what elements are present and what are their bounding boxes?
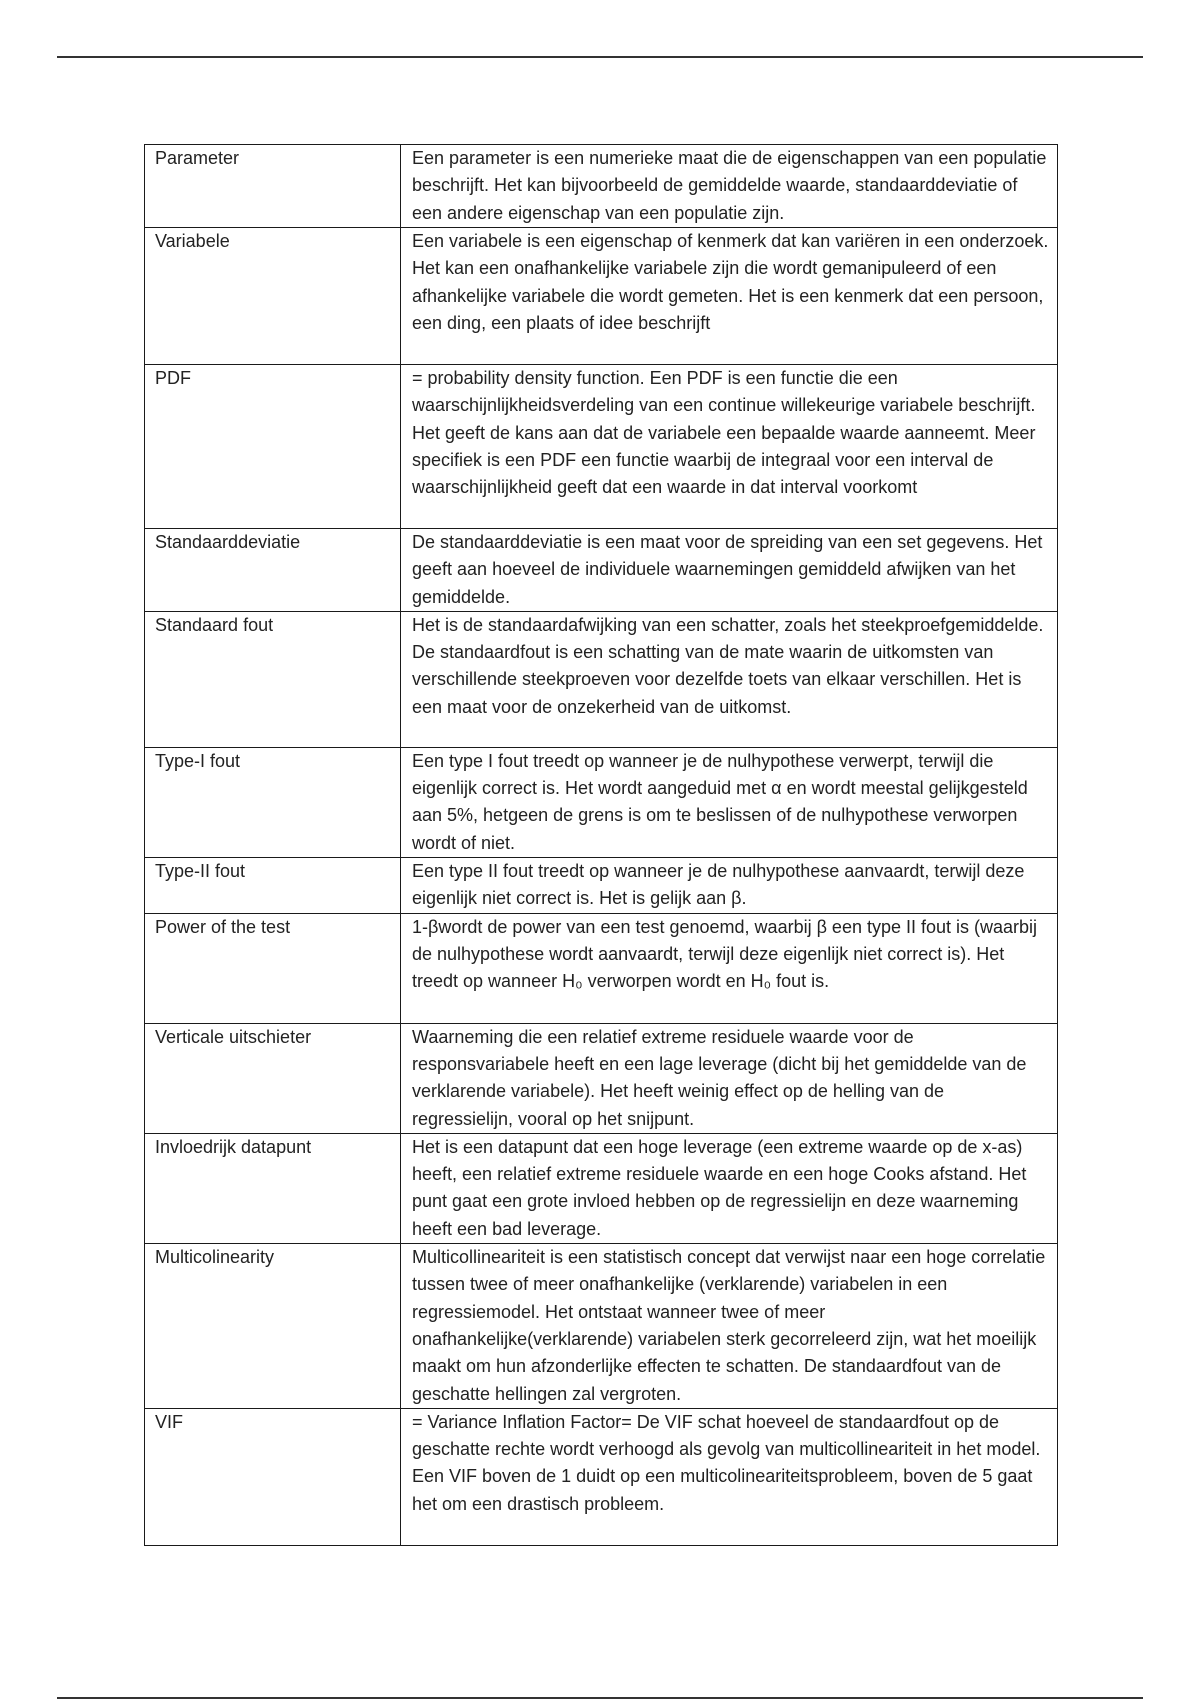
term-cell: PDF	[145, 365, 401, 529]
glossary-table	[144, 144, 1058, 1546]
term-cell: Verticale uitschieter	[145, 1023, 401, 1133]
definition-cell: = probability density function. Een PDF is een functie die een waarschijnlijkheidsverdeling van een continue willekeurige variabele beschrijft. Het geeft de kans aan dat de variabele een bepaalde waarde aanneemt. Meer specifiek is een PDF een functie waarbij de integraal voor een interval de waarschijnlijkheid geeft dat een waarde in dat interval voorkomt	[401, 365, 1058, 529]
term-cell: Standaarddeviatie	[145, 529, 401, 612]
table-row	[145, 747, 1058, 857]
term-cell: Variabele	[145, 228, 401, 365]
table-row	[145, 858, 1058, 914]
term-cell: Type-II fout	[145, 858, 401, 914]
definition-cell: Een type II fout treedt op wanneer je de nulhypothese aanvaardt, terwijl deze eigenlijk niet correct is. Het is gelijk aan β.	[401, 858, 1058, 914]
footer-rule	[57, 1697, 1143, 1699]
table-row	[145, 365, 1058, 529]
definition-cell: 1-βwordt de power van een test genoemd, waarbij β een type II fout is (waarbij de nulhypothese wordt aanvaardt, terwijl deze eigenlijk niet correct is). Het treedt op wanneer H₀ verworpen wordt en H₀ fout is.	[401, 913, 1058, 1023]
definition-cell: Een variabele is een eigenschap of kenmerk dat kan variëren in een onderzoek. Het kan een onafhankelijke variabele zijn die wordt gemanipuleerd of een afhankelijke variabele die wordt gemeten. Het is een kenmerk dat een persoon, een ding, een plaats of idee beschrijft	[401, 228, 1058, 365]
term-cell: VIF	[145, 1408, 401, 1545]
table-row	[145, 611, 1058, 747]
table-row	[145, 1133, 1058, 1243]
term-cell: Invloedrijk datapunt	[145, 1133, 401, 1243]
definition-cell: Het is een datapunt dat een hoge leverage (een extreme waarde op de x-as) heeft, een relatief extreme residuele waarde en een hoge Cooks afstand. Het punt gaat een grote invloed hebben op de regressielijn en deze waarneming heeft een bad leverage.	[401, 1133, 1058, 1243]
definition-cell: Het is de standaardafwijking van een schatter, zoals het steekproefgemiddelde. De standaardfout is een schatting van de mate waarin de uitkomsten van verschillende steekproeven voor dezelfde toets van elkaar verschillen. Het is een maat voor de onzekerheid van de uitkomst.	[401, 611, 1058, 747]
term-cell: Multicolinearity	[145, 1244, 401, 1409]
table-row	[145, 1244, 1058, 1409]
definition-cell: De standaarddeviatie is een maat voor de spreiding van een set gegevens. Het geeft aan hoeveel de individuele waarnemingen gemiddeld afwijken van het gemiddelde.	[401, 529, 1058, 612]
table-row	[145, 145, 1058, 228]
table-row	[145, 1023, 1058, 1133]
table-row	[145, 1408, 1058, 1545]
definition-cell: Een parameter is een numerieke maat die de eigenschappen van een populatie beschrijft. Het kan bijvoorbeeld de gemiddelde waarde, standaarddeviatie of een andere eigenschap van een populatie zijn.	[401, 145, 1058, 228]
definition-cell: Waarneming die een relatief extreme residuele waarde voor de responsvariabele heeft en een lage leverage (dicht bij het gemiddelde van de verklarende variabele). Het heeft weinig effect op de helling van de regressielijn, vooral op het snijpunt.	[401, 1023, 1058, 1133]
term-cell: Type-I fout	[145, 747, 401, 857]
definition-cell: Multicollineariteit is een statistisch concept dat verwijst naar een hoge correlatie tussen twee of meer onafhankelijke (verklarende) variabelen in een regressiemodel. Het ontstaat wanneer twee of meer onafhankelijke(verklarende) variabelen sterk gecorreleerd zijn, wat het moeilijk maakt om hun afzonderlijke effecten te schatten. De standaardfout van de geschatte hellingen zal vergroten.	[401, 1244, 1058, 1409]
definition-cell: Een type I fout treedt op wanneer je de nulhypothese verwerpt, terwijl die eigenlijk correct is. Het wordt aangeduid met α en wordt meestal gelijkgesteld aan 5%, hetgeen de grens is om te beslissen of de nulhypothese verworpen wordt of niet.	[401, 747, 1058, 857]
term-cell: Parameter	[145, 145, 401, 228]
term-cell: Power of the test	[145, 913, 401, 1023]
definition-cell: = Variance Inflation Factor= De VIF schat hoeveel de standaardfout op de geschatte rechte wordt verhoogd als gevolg van multicollineariteit in het model. Een VIF boven de 1 duidt op een multicolineariteitsprobleem, boven de 5 gaat het om een drastisch probleem.	[401, 1408, 1058, 1545]
header-rule	[57, 56, 1143, 58]
term-cell: Standaard fout	[145, 611, 401, 747]
table-row	[145, 529, 1058, 612]
table-row	[145, 228, 1058, 365]
table-row	[145, 913, 1058, 1023]
